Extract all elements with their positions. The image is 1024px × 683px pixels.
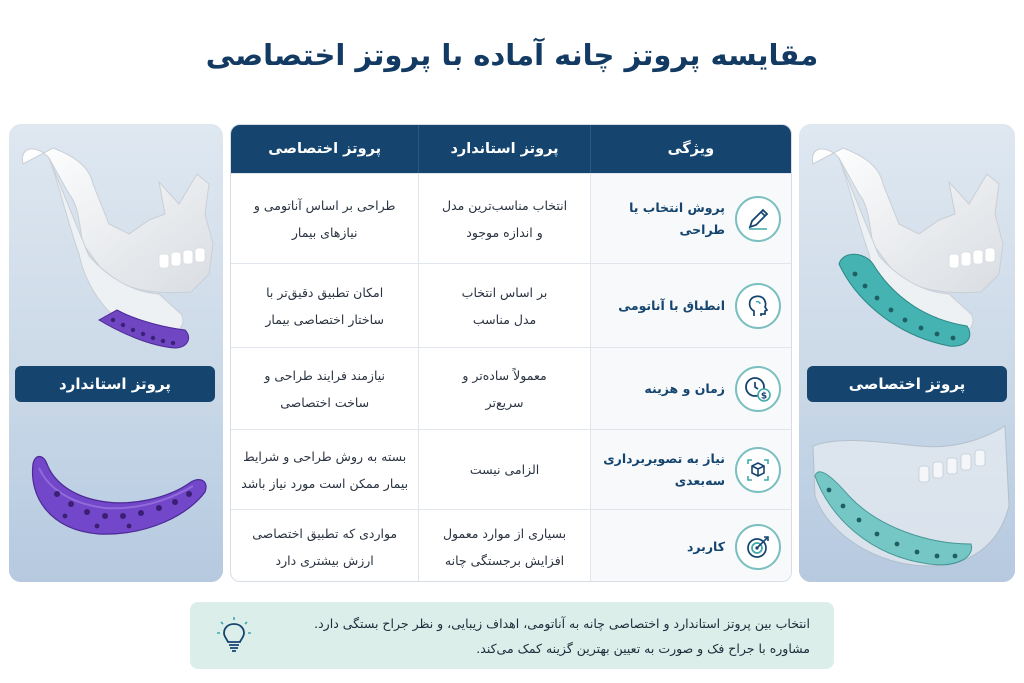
jaw-with-custom-implant-image [799,124,1015,364]
lightbulb-icon [204,606,264,666]
header-feature: ویژگی [590,125,791,173]
page-title: مقایسه پروتز چانه آماده با پروتز اختصاصی [205,38,819,72]
standard-cell: بر اساس انتخاب مدل مناسب [418,264,589,347]
standard-implant-label: پروتز استاندارد [15,366,215,402]
custom-cell: مواردی که تطبیق اختصاصی ارزش بیشتری دارد [252,525,398,568]
custom-implant-label: پروتز اختصاصی [807,366,1007,402]
jaw-with-standard-implant-image [9,124,223,364]
custom-cell: بسته به روش طراحی و شرایط بیمار ممکن است مورد نیاز باشد [241,448,409,491]
feature-cell: $ زمان و هزینه [590,348,791,429]
table-row [231,347,791,429]
target-icon [735,524,781,570]
custom-implant-3d-image [799,416,1015,582]
svg-text:$: $ [760,391,768,401]
header-custom: پروتز اختصاصی [268,141,382,157]
feature-cell: نیاز به تصویربرداری سه‌بعدی [590,430,791,509]
standard-cell: بسیاری از موارد معمول افزایش برجستگی چانه [418,510,589,582]
custom-cell: طراحی بر اساس آناتومی و نیازهای بیمار [253,197,396,240]
header-standard: پروتز استاندارد [418,125,589,173]
standard-cell: انتخاب مناسب‌ترین مدل و اندازه موجود [418,174,589,263]
standard-implant-panel [9,124,223,582]
tip-box [190,602,834,669]
comparison-table [230,124,792,582]
table-row [231,263,791,347]
custom-cell: نیازمند فرایند طراحی و ساخت اختصاصی [264,367,386,410]
head-profile-icon [735,283,781,329]
table-row [231,173,791,263]
table-row [231,429,791,509]
standard-implant-closeup [9,416,223,582]
pencil-icon [735,196,781,242]
standard-implant-image [9,416,223,582]
tip-text: انتخاب بین پروتز استاندارد و اختصاصی چانه به آناتومی، اهداف زیبایی، و نظر جراح بستگی دارد. مشاوره با جراح فک و صورت به تعیین بهترین گزینه کمک می‌کند. [314,615,810,656]
clock-dollar-icon [735,366,781,412]
custom-implant-panel [799,124,1015,582]
feature-cell: پروش انتخاب یا طراحی [590,174,791,263]
table-header [231,125,791,173]
standard-cell: الزامی نیست [418,430,589,509]
custom-cell: امکان تطبیق دقیق‌تر با ساختار اختصاصی بیمار [265,284,384,327]
custom-implant-3d-model [799,416,1015,582]
cube-scan-icon [735,447,781,493]
feature-cell: انطباق با آناتومی [590,264,791,347]
table-row [231,509,791,582]
standard-cell: معمولاً ساده‌تر و سریع‌تر [418,348,589,429]
feature-cell: کاربرد [590,510,791,582]
